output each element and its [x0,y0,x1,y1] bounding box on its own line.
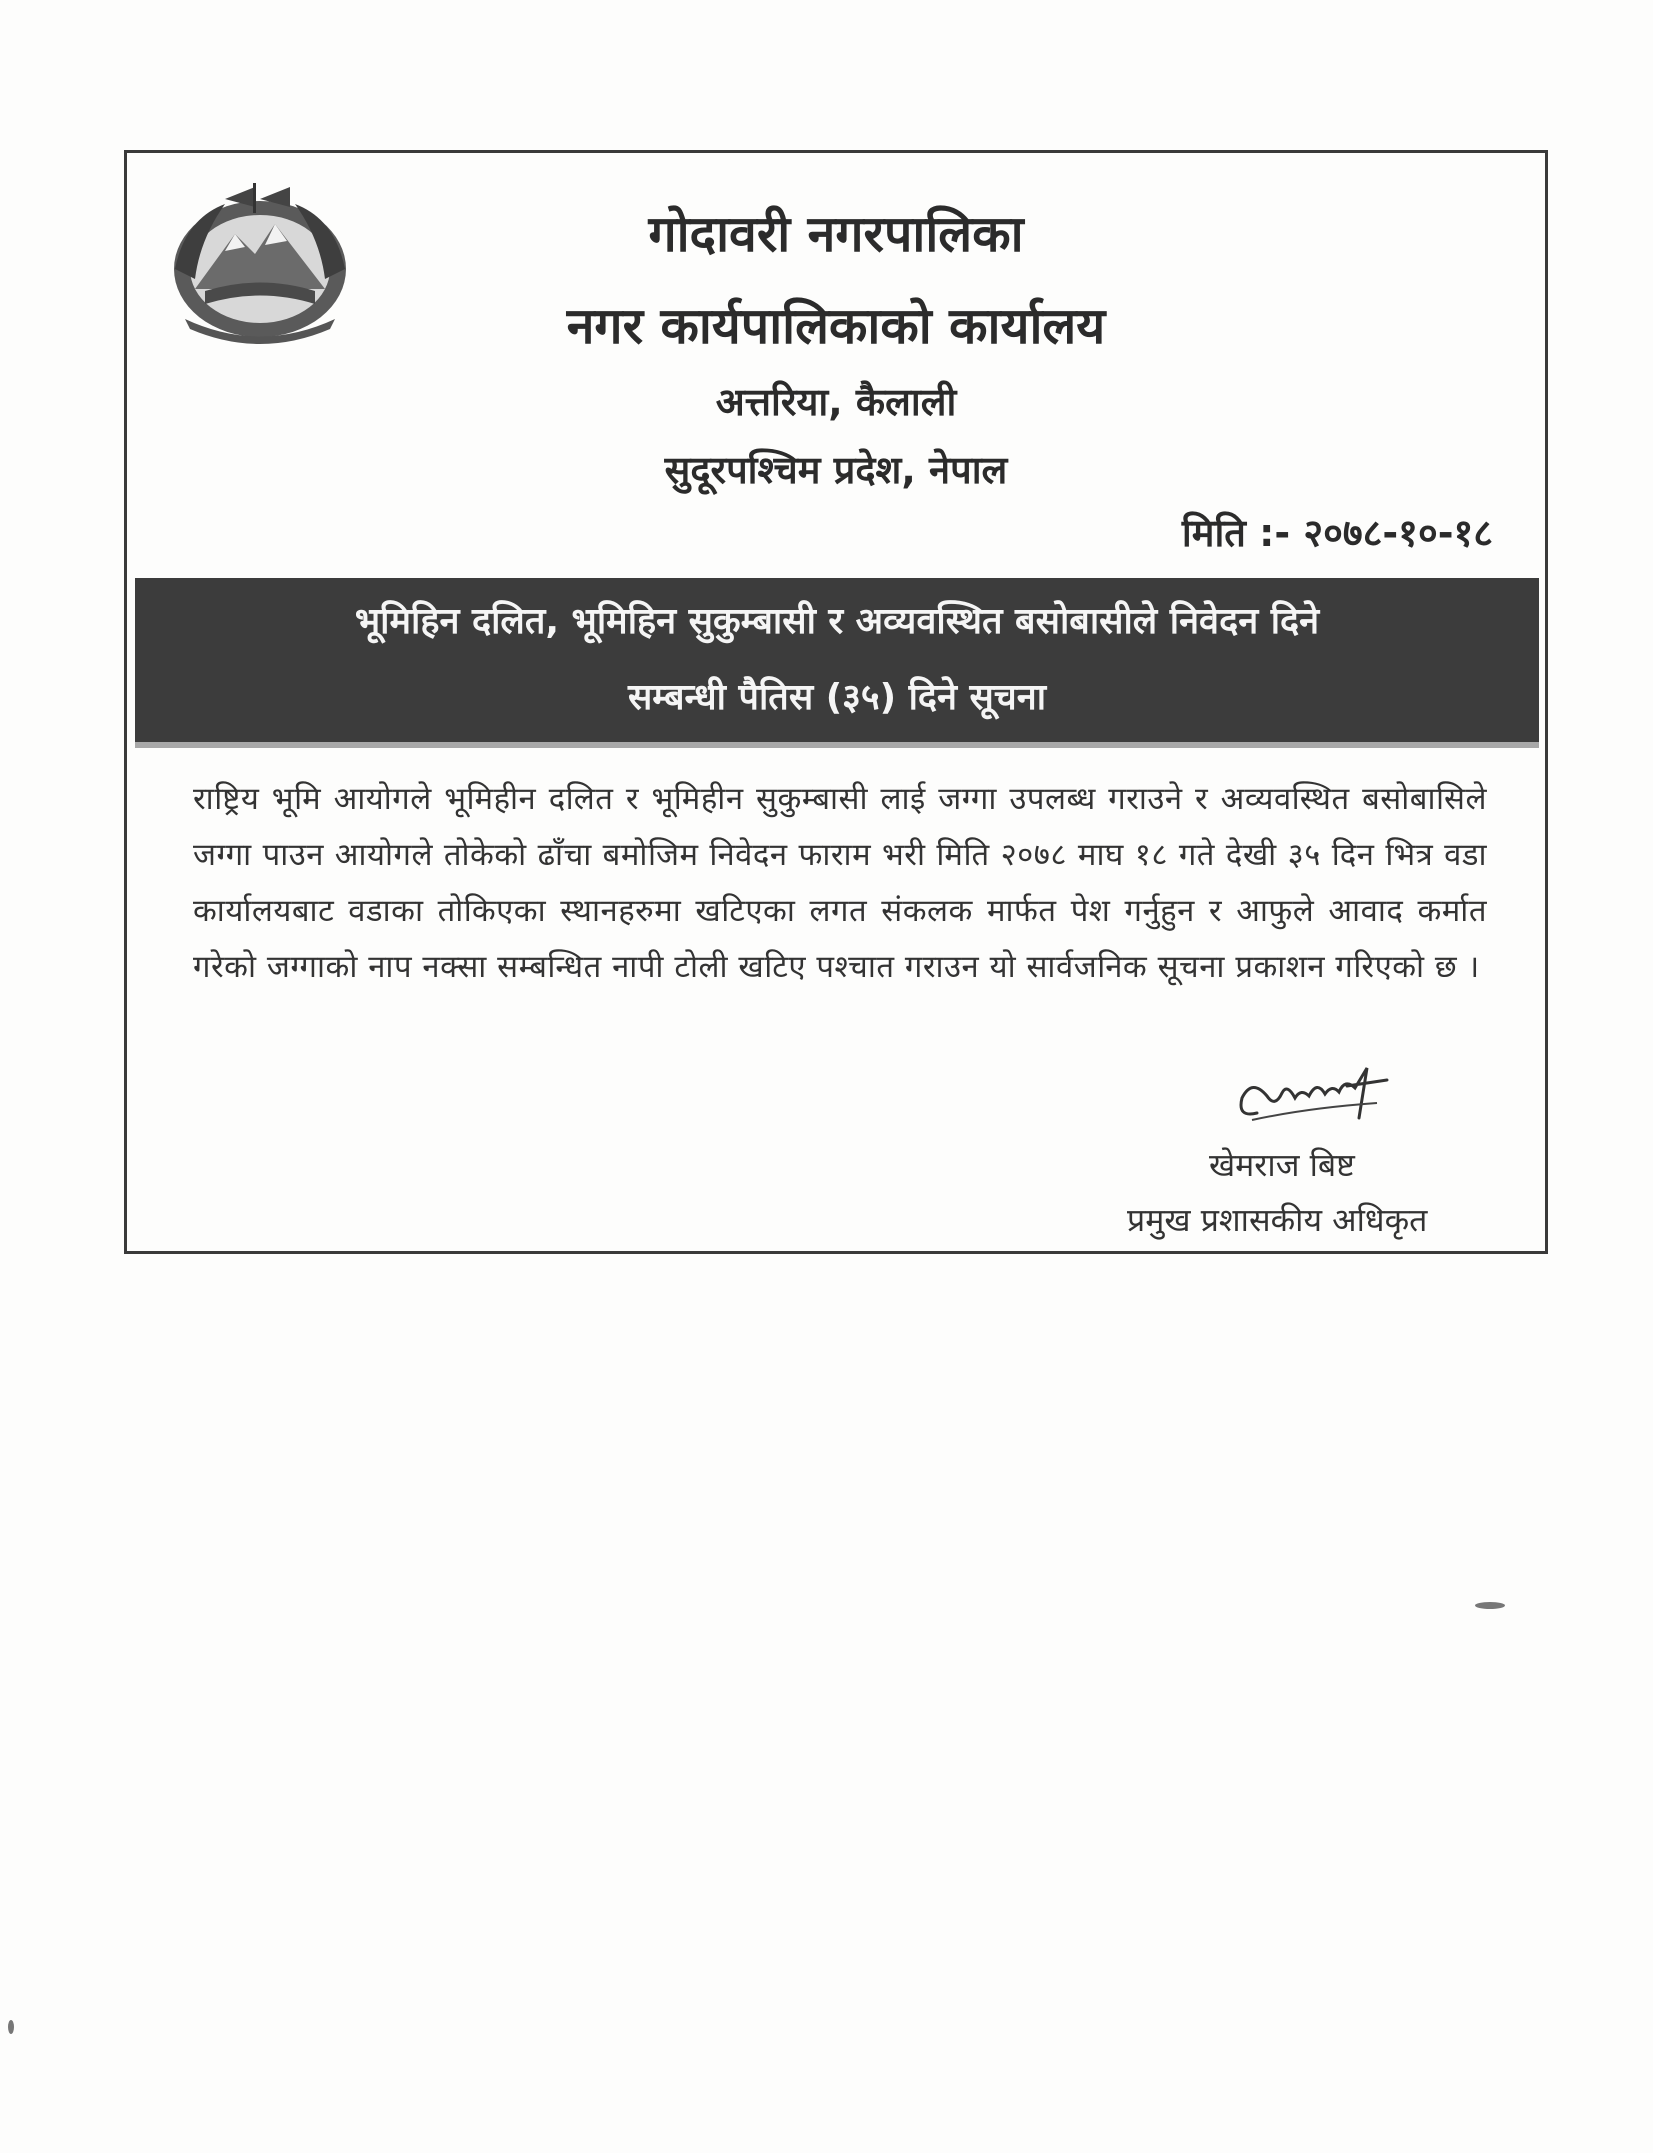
notice-body: राष्ट्रिय भूमि आयोगले भूमिहीन दलित र भूमिहीन सुकुम्बासी लाई जग्गा उपलब्ध गराउने र अव्यवस्थित बसोबासिले जग्गा पाउन आयोगले तोकेको ढाँचा बमोजिम निवेदन फाराम भरी मिति २०७८ माघ १८ गते देखी ३५ दिन भित्र वडा कार्यालयबाट वडाका तोकिएका स्थानहरुमा खटिएका लगत संकलक मार्फत पेश गर्नुहुन र आफुले आवाद कर्मात गरेको जग्गाको नाप नक्सा सम्बन्धित नापी टोली खटिए पश्चात गराउन यो सार्वजनिक सूचना प्रकाशन गरिएको छ । [193,781,1487,985]
signatory-name: खेमराज बिष्ट [1209,1146,1355,1184]
notice-frame [124,150,1548,1254]
notice-title-banner [135,578,1539,748]
scan-speck [1475,1602,1505,1609]
signatory-title: प्रमुख प्रशासकीय अधिकृत [1127,1201,1428,1239]
signature-icon [1227,1058,1407,1138]
notice-title-line-2: सम्बन्धी पैतिस (३५) दिने सूचना [627,677,1047,718]
province-country: सुदूरपश्चिम प्रदेश, नेपाल [664,448,1008,492]
office-name: नगर कार्यपालिकाको कार्यालय [566,297,1106,355]
notice-title-line-1: भूमिहिन दलित, भूमिहिन सुकुम्बासी र अव्यवस्थित बसोबासीले निवेदन दिने [354,601,1320,642]
scan-speck [8,2020,14,2034]
municipality-name: गोदावरी नगरपालिका [648,205,1024,263]
notice-date: मिति :- २०७८-१०-१८ [1181,511,1493,555]
office-location: अत्तरिया, कैलाली [715,380,957,424]
